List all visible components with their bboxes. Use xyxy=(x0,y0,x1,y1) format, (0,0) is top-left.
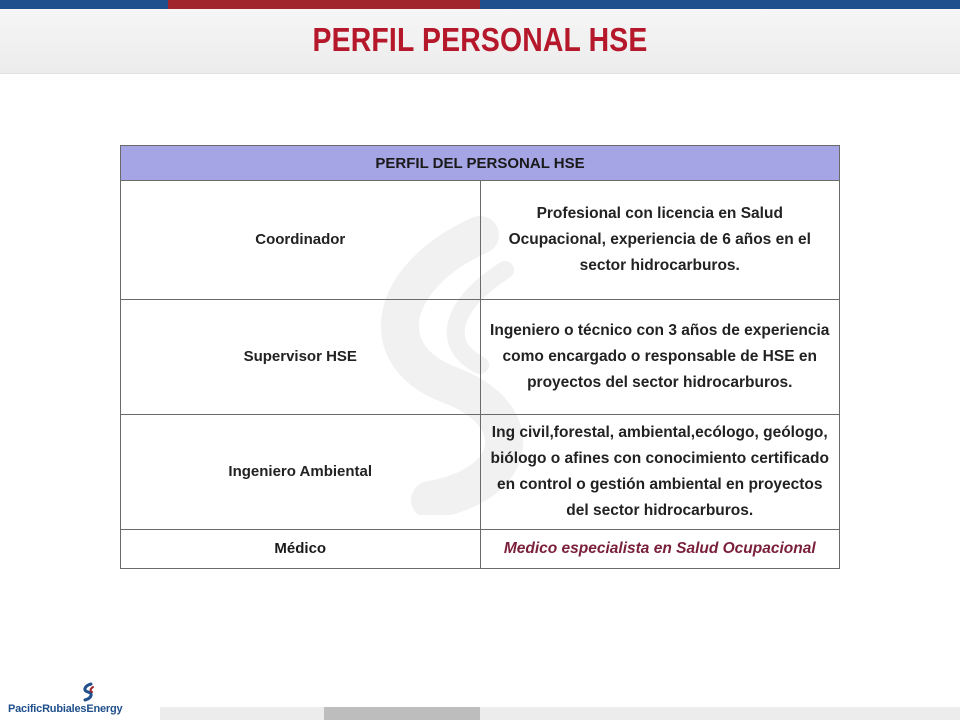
top-bar-blue-left xyxy=(0,0,168,9)
bottom-bar-line xyxy=(160,707,960,720)
bottom-bar-accent xyxy=(324,707,480,720)
hse-profile-table xyxy=(120,145,840,569)
role-cell: Ingeniero Ambiental xyxy=(121,415,481,530)
description-cell: Ing civil,forestal, ambiental,ecólogo, geólogo, biólogo o afines con conocimiento certificado en control o gestión ambiental en proyectos del sector hidrocarburos. xyxy=(480,415,840,530)
table-row xyxy=(121,530,840,569)
bottom-bar xyxy=(0,707,960,720)
role-cell: Supervisor HSE xyxy=(121,300,481,415)
top-bar-blue-right xyxy=(480,0,960,9)
table-header: PERFIL DEL PERSONAL HSE xyxy=(121,146,840,181)
description-cell: Ingeniero o técnico con 3 años de experiencia como encargado o responsable de HSE en proyectos del sector hidrocarburos. xyxy=(480,300,840,415)
role-cell: Médico xyxy=(121,530,481,569)
page-title: PERFIL PERSONAL HSE xyxy=(312,21,648,58)
pacific-rubiales-swirl-icon xyxy=(78,682,98,702)
table-row xyxy=(121,300,840,415)
description-cell: Profesional con licencia en Salud Ocupacional, experiencia de 6 años en el sector hidrocarburos. xyxy=(480,181,840,300)
top-bar-red xyxy=(168,0,480,9)
logo-text: PacificRubialesEnergy xyxy=(8,703,123,715)
top-color-bar xyxy=(0,0,960,9)
role-cell: Coordinador xyxy=(121,181,481,300)
table-row xyxy=(121,415,840,530)
description-cell: Medico especialista en Salud Ocupacional xyxy=(480,530,840,569)
table-row xyxy=(121,181,840,300)
